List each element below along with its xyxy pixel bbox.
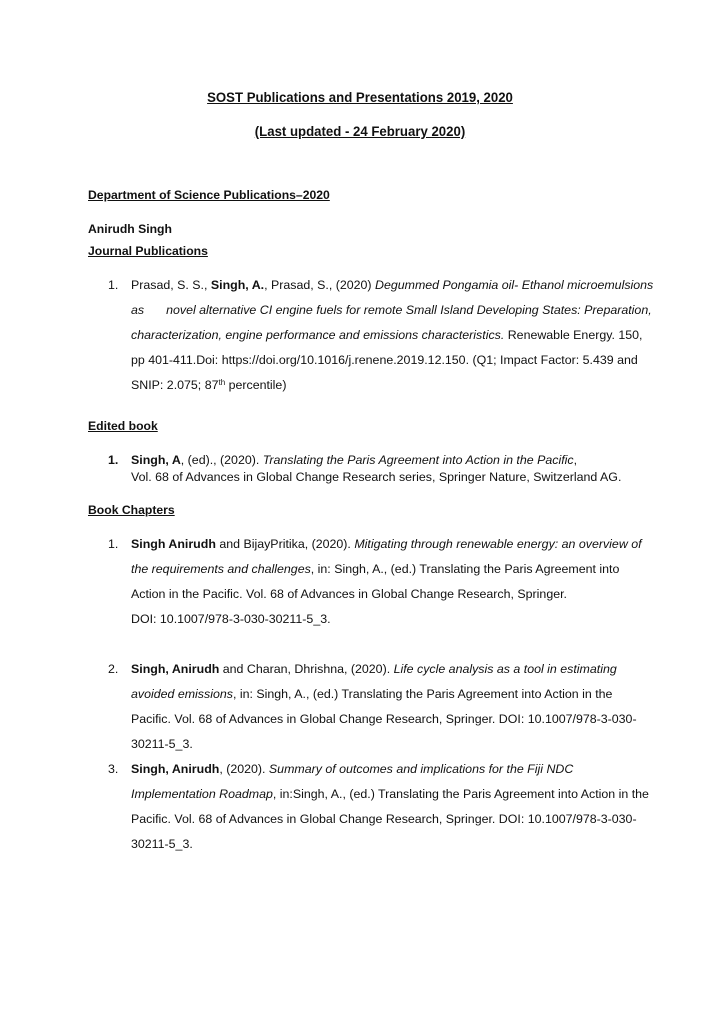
item-number: 2. <box>108 662 119 676</box>
citation-line-4: 30211-5_3. <box>131 837 193 851</box>
last-updated: (Last updated - 24 February 2020) <box>254 124 466 140</box>
citation-line-1: Singh Anirudh and BijayPritika, (2020). Mitigating through renewable energy: an overview of <box>131 537 642 551</box>
citation-line-3: Pacific. Vol. 68 of Advances in Global Change Research, Springer. DOI: 10.1007/978-3-030- <box>131 712 637 726</box>
department-heading: Department of Science Publications–2020 <box>88 188 330 202</box>
citation-line-2: Vol. 68 of Advances in Global Change Research series, Springer Nature, Switzerland AG. <box>131 470 622 484</box>
citation-line-2: the requirements and challenges, in: Singh, A., (ed.) Translating the Paris Agreement into <box>131 562 620 576</box>
citation-line-2: Implementation Roadmap, in:Singh, A., (ed.) Translating the Paris Agreement into Action in the <box>131 787 649 801</box>
citation-line-1: Singh, Anirudh, (2020). Summary of outcomes and implications for the Fiji NDC <box>131 762 574 776</box>
citation-line-4: 30211-5_3. <box>131 737 193 751</box>
citation-line-1: Singh, Anirudh and Charan, Dhrishna, (2020). Life cycle analysis as a tool in estimating <box>131 662 617 676</box>
citation-line-4: DOI: 10.1007/978-3-030-30211-5_3. <box>131 612 331 626</box>
item-number: 1. <box>108 453 119 467</box>
journal-heading: Journal Publications <box>88 244 208 258</box>
citation-line-1: Prasad, S. S., Singh, A., Prasad, S., (2020) Degummed Pongamia oil- Ethanol microemulsions <box>131 278 654 292</box>
citation-line-2: as novel alternative CI engine fuels for remote Small Island Developing States: Preparation, <box>131 303 652 317</box>
item-number: 1. <box>108 278 119 292</box>
citation-line-5: SNIP: 2.075; 87th percentile) <box>131 378 287 392</box>
citation-line-2: avoided emissions, in: Singh, A., (ed.) Translating the Paris Agreement into Action in the <box>131 687 613 701</box>
edited-book-heading: Edited book <box>88 419 158 433</box>
author-name: Anirudh Singh <box>88 222 172 236</box>
citation-line-4: pp 401-411.Doi: https://doi.org/10.1016/j.renene.2019.12.150. (Q1; Impact Factor: 5.439 and <box>131 353 638 367</box>
citation-line-3: characterization, engine performance and emissions characteristics. Renewable Energy. 150, <box>131 328 643 342</box>
citation-line-3: Pacific. Vol. 68 of Advances in Global Change Research, Springer. DOI: 10.1007/978-3-030- <box>131 812 637 826</box>
citation-line-1: Singh, A, (ed)., (2020). Translating the Paris Agreement into Action in the Pacific, <box>131 453 578 467</box>
page-title: SOST Publications and Presentations 2019, 2020 <box>207 90 513 106</box>
citation-line-3: Action in the Pacific. Vol. 68 of Advances in Global Change Research, Springer. <box>131 587 567 601</box>
book-chapters-heading: Book Chapters <box>88 503 175 517</box>
item-number: 3. <box>108 762 119 776</box>
item-number: 1. <box>108 537 119 551</box>
